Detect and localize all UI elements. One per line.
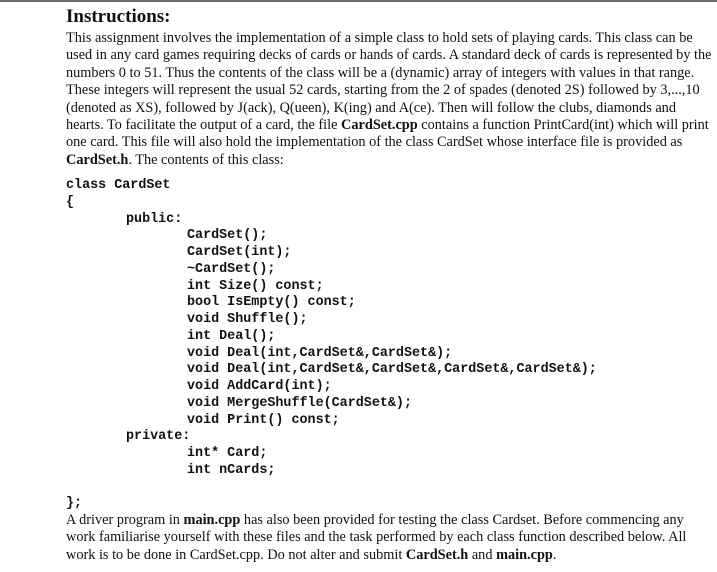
intro-text-3: . The contents of this class:: [128, 151, 284, 168]
code-line: void Deal(int,CardSet&,CardSet&);: [187, 345, 453, 361]
code-line: ~CardSet();: [187, 261, 276, 277]
code-line: class CardSet: [66, 178, 171, 193]
code-line: int nCards;: [187, 462, 276, 478]
top-rule: [0, 0, 717, 2]
class-declaration-code: [66, 178, 597, 513]
outro-paragraph: [66, 512, 716, 564]
code-line: void Deal(int,CardSet&,CardSet&,CardSet&,CardSet&);: [187, 362, 597, 378]
code-line: void Print() const;: [187, 412, 340, 428]
code-line: public:: [126, 211, 183, 227]
intro-text-2: contains a function PrintCard(int) which will print one card. This file will also hold the implementation of the class CardSet whose interface file is provided as: [66, 117, 709, 151]
code-line: [66, 480, 597, 497]
instructions-heading: Instructions:: [66, 6, 171, 27]
outro-text-3: and: [468, 546, 497, 563]
cardset-h-filename: CardSet.h: [66, 151, 129, 168]
code-line: {: [66, 194, 75, 210]
cardset-h-filename-outro: CardSet.h: [405, 546, 469, 563]
cardset-cpp-filename: CardSet.cpp: [341, 117, 418, 134]
code-line: void MergeShuffle(CardSet&);: [187, 395, 412, 411]
outro-text-2: has also been provided for testing the class Cardset. Before commencing any work familiarise yourself with these files and the task performed by each class function described below. All work is to be done in CardSet.cpp. Do not alter and submit: [66, 512, 687, 563]
outro-text-1: A driver program in: [66, 512, 184, 528]
code-line: bool IsEmpty() const;: [187, 295, 356, 311]
main-cpp-filename-outro: main.cpp: [496, 546, 553, 563]
code-line: CardSet();: [187, 228, 268, 244]
outro-text-4: .: [552, 546, 557, 563]
main-cpp-filename: main.cpp: [183, 512, 241, 528]
code-line: void Shuffle();: [187, 312, 308, 327]
code-line: int* Card;: [187, 446, 268, 461]
code-line: void AddCard(int);: [187, 379, 332, 394]
intro-paragraph: [66, 30, 716, 169]
code-line: int Deal();: [187, 328, 276, 344]
code-line: private:: [126, 429, 191, 445]
code-line: CardSet(int);: [187, 245, 292, 260]
intro-text-1: This assignment involves the implementation of a simple class to hold sets of playing cards. This class can be used in any card games requiring decks of cards or hands of cards. A standard deck of cards is represented by the numbers 0 to 51. Thus the contents of the class will be a (dynamic) array of integers with values in that range. These integers will represent the usual 52 cards, starting from the 2 of spades (denoted 2S) followed by 3,...,10 (denoted as XS), followed by J(ack), Q(ueen), K(ing) and A(ce). Then will follow the clubs, diamonds and hearts. To facilitate the output of a card, the file: [66, 30, 712, 134]
code-line: int Size() const;: [187, 278, 324, 294]
code-line: };: [66, 496, 83, 512]
